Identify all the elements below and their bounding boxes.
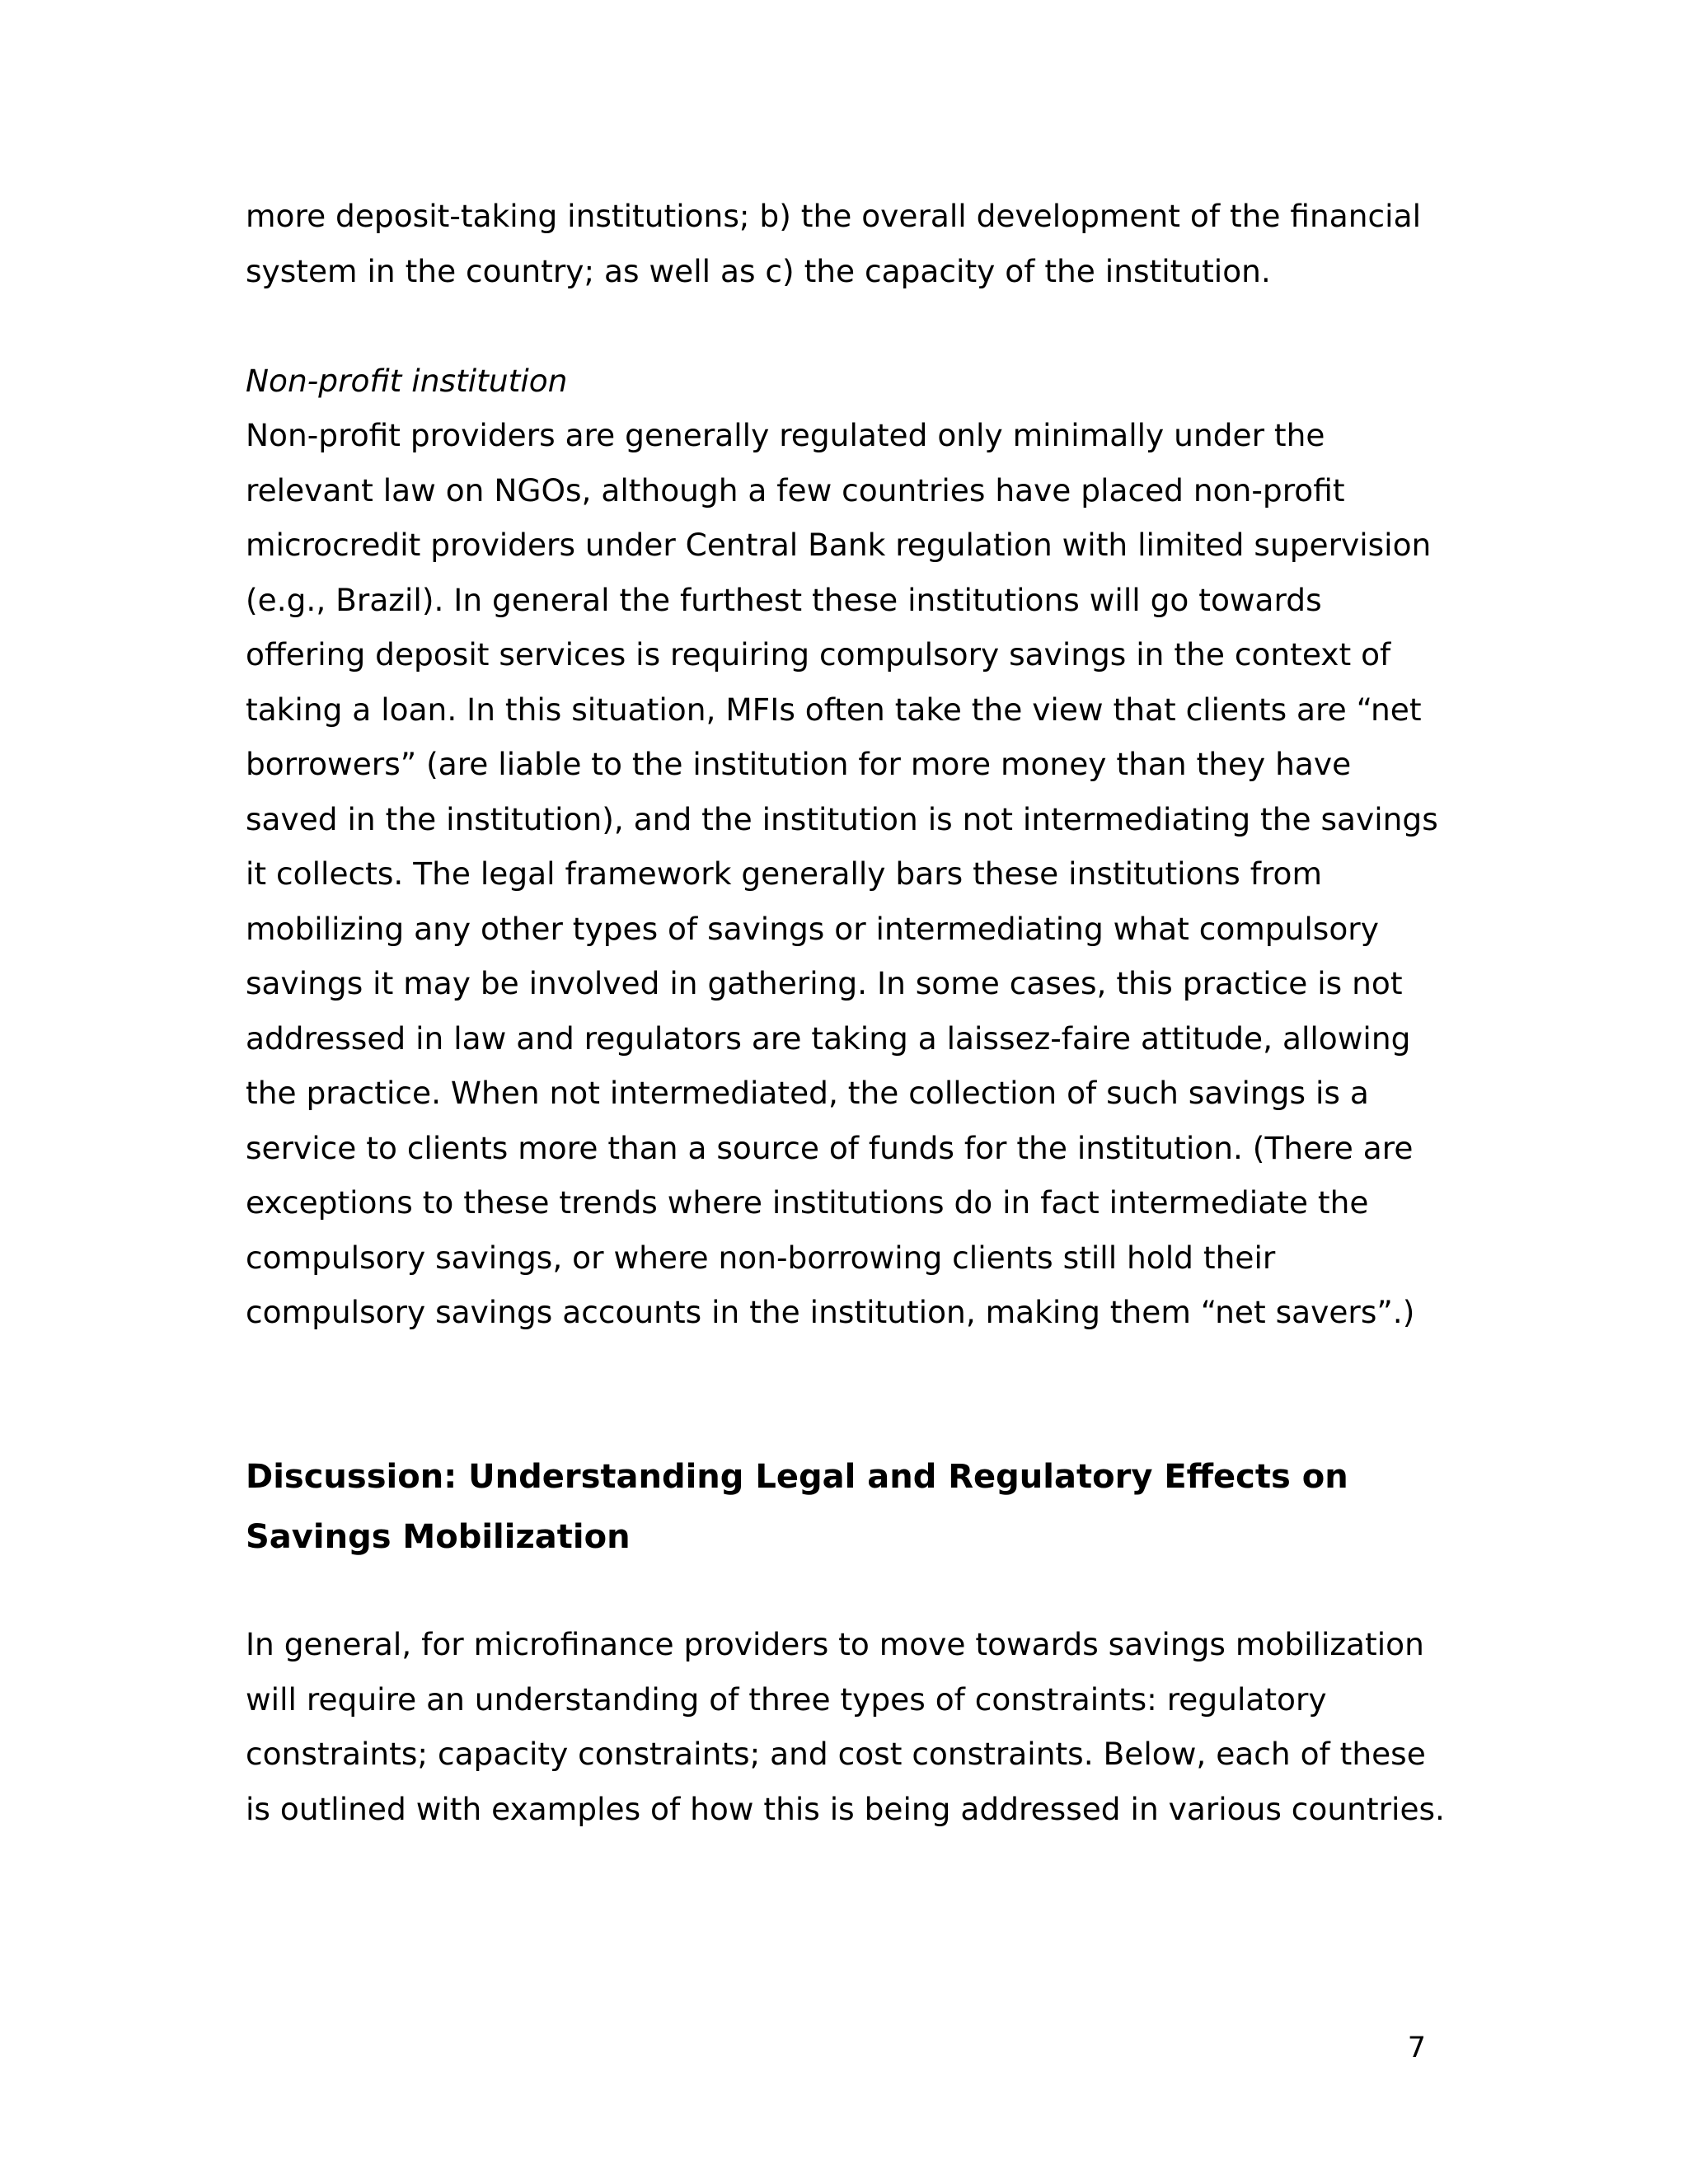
paragraph-line: compulsory savings accounts in the institution, making them “net savers”.) bbox=[246, 1294, 1415, 1330]
paragraph-line: (e.g., Brazil). In general the furthest these institutions will go towards bbox=[246, 581, 1322, 618]
paragraph-line: constraints; capacity constraints; and cost constraints. Below, each of these bbox=[246, 1736, 1426, 1772]
paragraph-line: microcredit providers under Central Bank regulation with limited supervision bbox=[246, 527, 1432, 563]
nonprofit-subheading bbox=[246, 354, 1449, 409]
section-heading bbox=[246, 1447, 1449, 1568]
paragraph-line: compulsory savings, or where non-borrowing clients still hold their bbox=[246, 1239, 1276, 1276]
paragraph-line: addressed in law and regulators are taking a laissez-faire attitude, allowing bbox=[246, 1019, 1411, 1057]
paragraph-line: In general, for microfinance providers to move towards savings mobilization bbox=[246, 1626, 1424, 1662]
paragraph-line: borrowers” (are liable to the institution for more money than they have bbox=[246, 746, 1352, 782]
paragraph-line: the practice. When not intermediated, the collection of such savings is a bbox=[246, 1075, 1369, 1111]
paragraph-line: mobilizing any other types of savings or intermediating what compulsory bbox=[246, 910, 1379, 947]
nonprofit-heading-text: Non-profit institution bbox=[246, 363, 568, 399]
section-heading-line: Savings Mobilization bbox=[246, 1518, 631, 1556]
page-number: 7 bbox=[1407, 2032, 1426, 2064]
discussion-paragraph bbox=[246, 1617, 1449, 1836]
paragraph-line: will require an understanding of three types of constraints: regulatory bbox=[246, 1680, 1327, 1718]
paragraph-line: relevant law on NGOs, although a few countries have placed non-profit bbox=[246, 471, 1345, 509]
paragraph-line: it collects. The legal framework generally bars these institutions from bbox=[246, 855, 1323, 892]
paragraph-line: Non-profit providers are generally regulated only minimally under the bbox=[246, 417, 1325, 453]
paragraph-line: service to clients more than a source of funds for the institution. (There are bbox=[246, 1129, 1414, 1166]
paragraph-line: savings it may be involved in gathering. In some cases, this practice is not bbox=[246, 965, 1403, 1001]
paragraph-line: taking a loan. In this situation, MFIs often take the view that clients are “net bbox=[246, 691, 1422, 728]
intro-paragraph bbox=[246, 189, 1449, 298]
section-heading-line: Discussion: Understanding Legal and Regulatory Effects on bbox=[246, 1458, 1348, 1496]
paragraph-line: exceptions to these trends where institutions do in fact intermediate the bbox=[246, 1184, 1369, 1221]
paragraph-line: saved in the institution), and the institution is not intermediating the savings bbox=[246, 800, 1438, 837]
intro-line: more deposit-taking institutions; b) the overall development of the financial bbox=[246, 198, 1421, 234]
paragraph-line: is outlined with examples of how this is being addressed in various countries. bbox=[246, 1790, 1445, 1827]
intro-line: system in the country; as well as c) the capacity of the institution. bbox=[246, 252, 1271, 289]
paragraph-line: offering deposit services is requiring compulsory savings in the context of bbox=[246, 636, 1391, 673]
nonprofit-paragraph bbox=[246, 408, 1449, 1340]
